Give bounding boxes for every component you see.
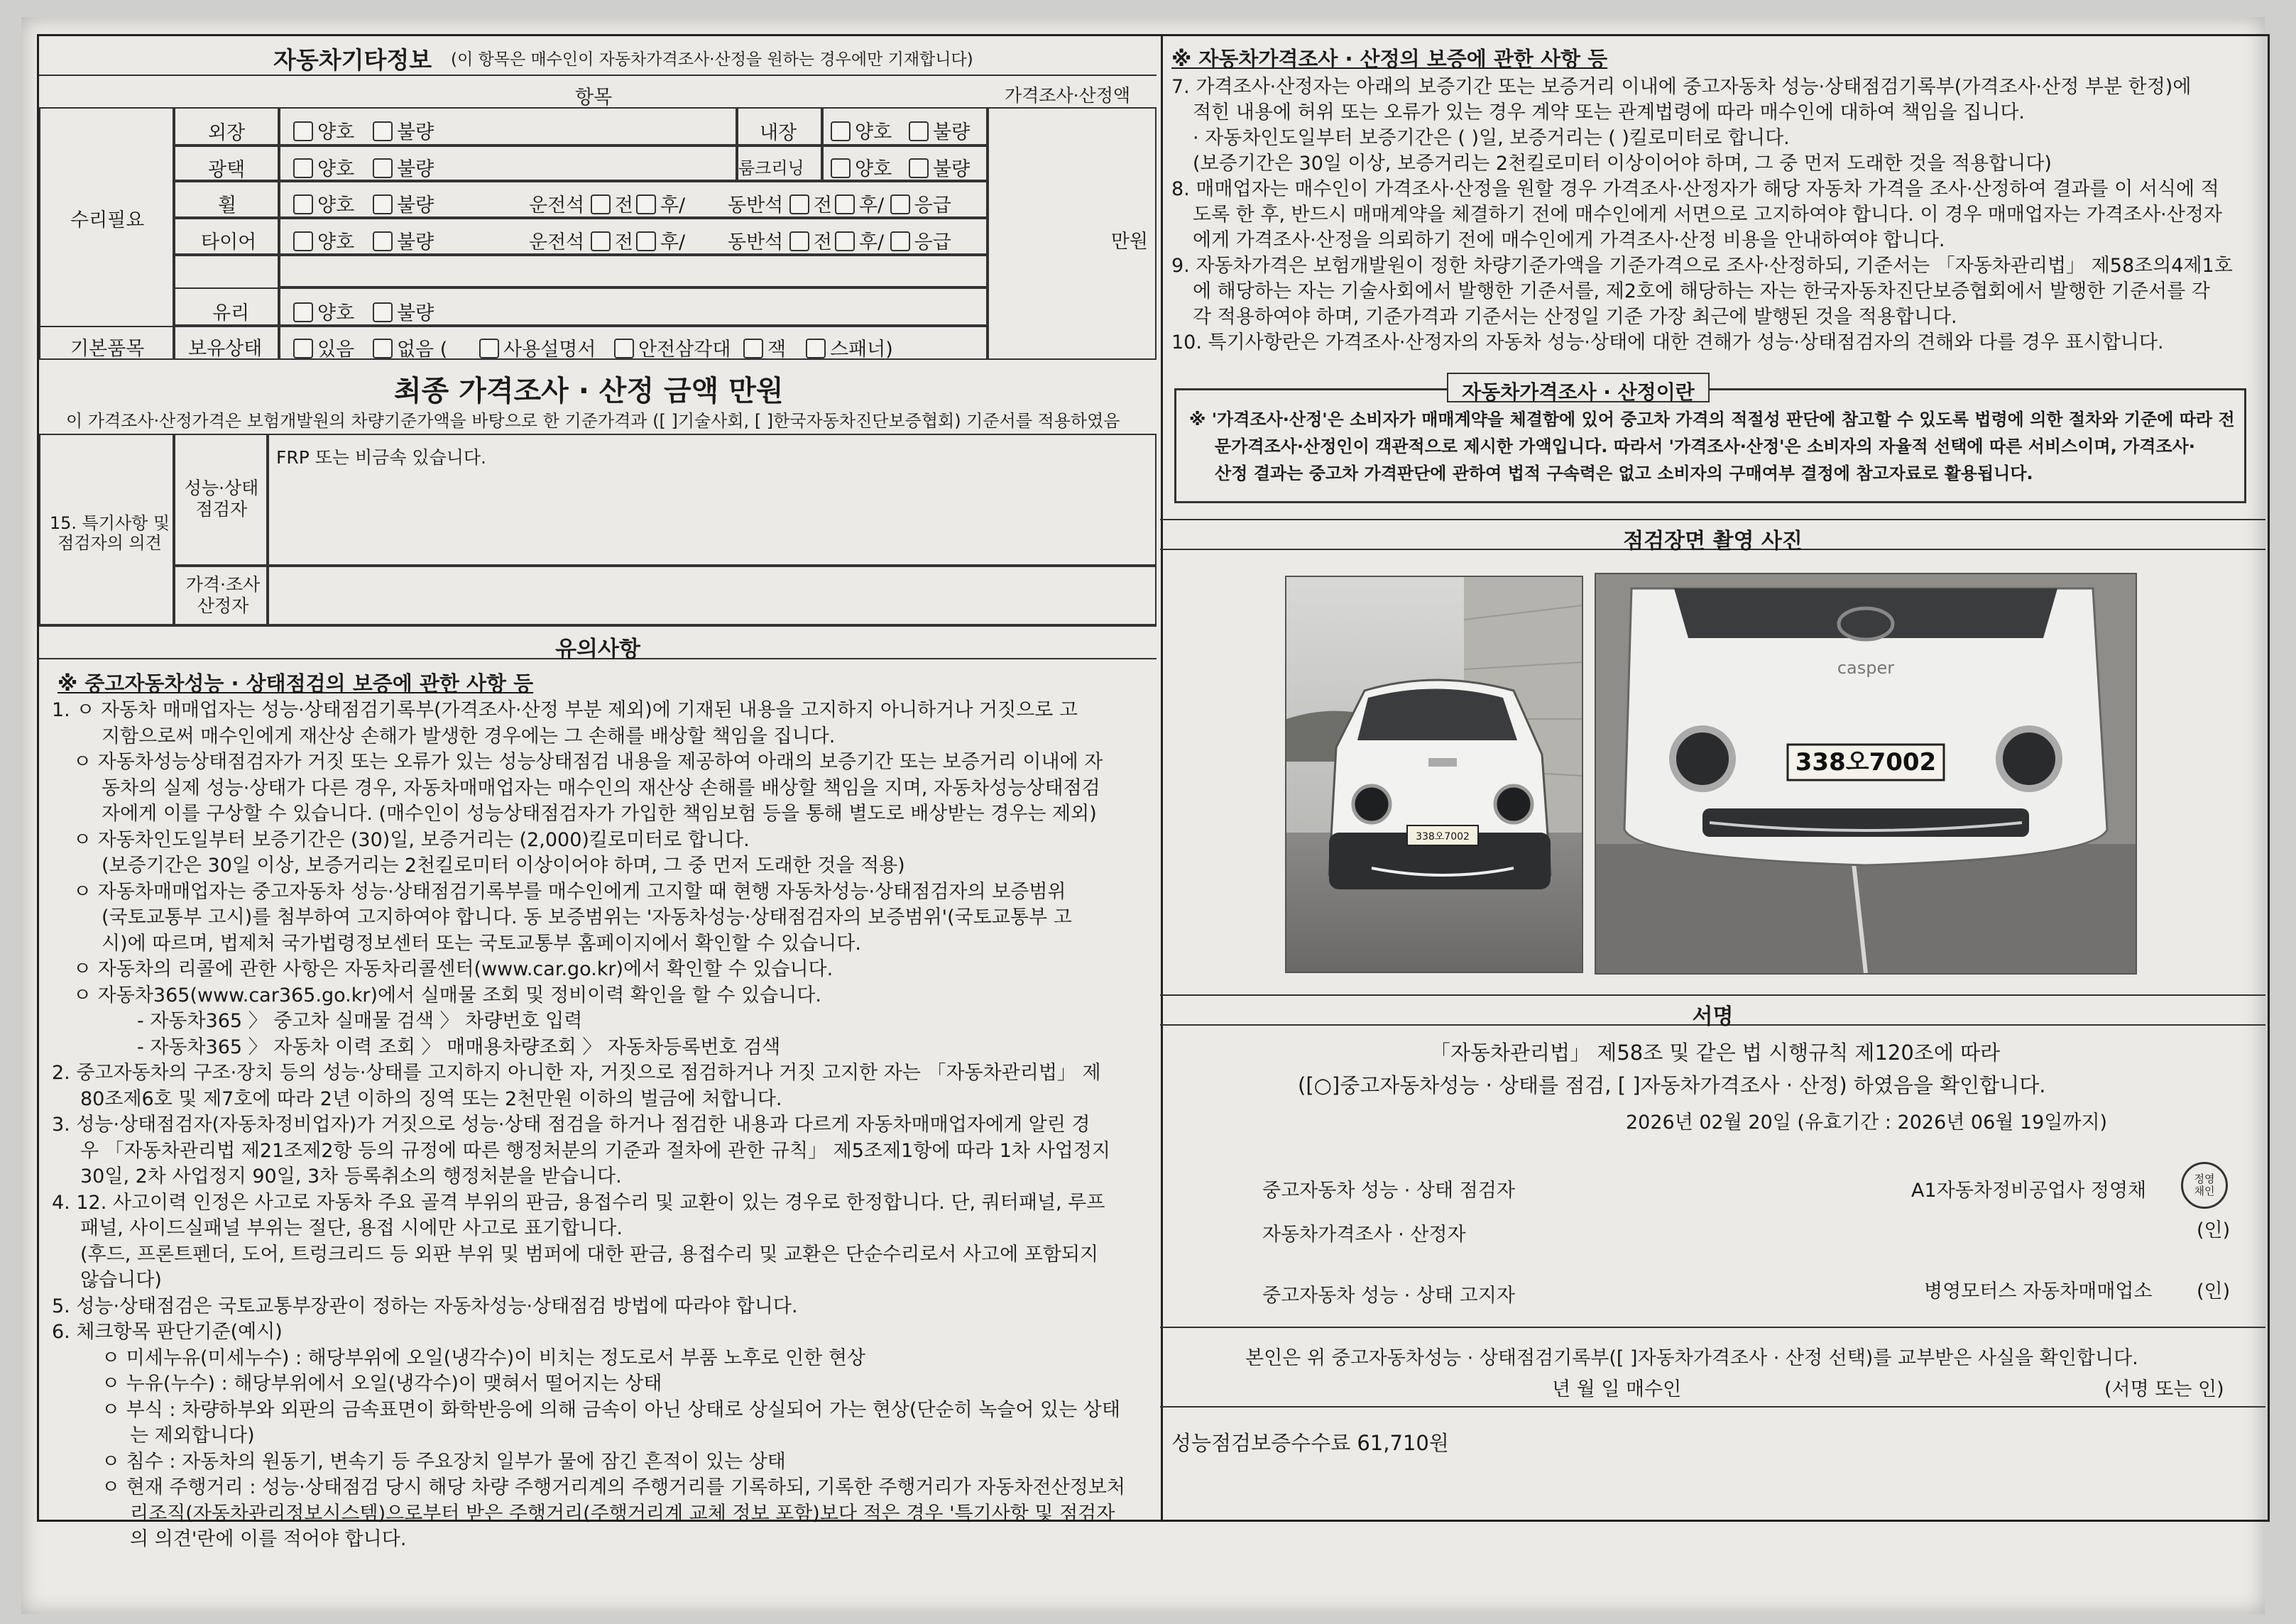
option-good: 양호 — [317, 302, 355, 324]
checkbox[interactable] — [835, 194, 855, 214]
checkbox[interactable] — [373, 231, 393, 251]
notice-line: ㅇ 누유(누수) : 해당부위에서 오일(냉각수)이 맺혀서 떨어지는 상태 — [102, 1373, 662, 1395]
triangle-label: 안전삼각대 — [638, 339, 731, 361]
sign-date: 2026년 02월 20일 (유효기간 : 2026년 06월 19일까지) — [1626, 1112, 2108, 1134]
about-title-box — [1447, 373, 1710, 402]
checkbox[interactable] — [614, 339, 634, 358]
option-bad: 불량 — [933, 121, 971, 143]
receipt-line: 본인은 위 중고자동차성능 · 상태점검기록부([ ]자동차가격조사 · 산정 선택)를 교부받은 사실을 확인합니다. — [1245, 1347, 2138, 1369]
rear-label: 후/ — [660, 231, 686, 253]
emergency-label: 응급 — [914, 231, 951, 253]
about-line: ※ '가격조사·산정'은 소비자가 매매계약을 체결함에 있어 중고차 가격의 적절성 판단에 참고할 수 있도록 법령에 의한 절차와 기준에 따라 전 — [1189, 410, 2235, 429]
notice-line: 동차의 실제 성능·상태가 다른 경우, 자동차매매업자는 매수인의 재산상 손해를 배상할 책임을 지며, 자동차성능상태점검 — [102, 777, 1100, 799]
row-name-cell — [174, 146, 279, 181]
notice-line: 의 의견'란에 이를 적어야 합니다. — [130, 1528, 407, 1550]
price-note-line: 9. 자동차가격은 보험개발원이 정한 차량기준가액을 기준가격으로 조사·산정하되, 기준서는 「자동차관리법」 제58조의4제1호 — [1171, 255, 2233, 277]
row-name: 유리 — [212, 302, 250, 324]
special-label: 15. 특기사항 및 점검자의 의견 — [49, 513, 170, 553]
inspection-photo-front — [1595, 573, 2137, 975]
about-box — [1174, 388, 2246, 503]
notice-line: 3. 성능·상태점검자(자동차정비업자)가 거짓으로 성능·상태 점검을 하거나 점검한 내용과 다르게 자동차매매업자에게 알린 경 — [52, 1114, 1090, 1136]
notice-line: 는 제외합니다) — [130, 1425, 255, 1447]
checkbox[interactable] — [890, 194, 910, 214]
repair-label-cell — [39, 107, 174, 327]
appraiser-seal: (인) — [2197, 1219, 2231, 1241]
notice-line: ㅇ 자동차의 리콜에 관한 사항은 자동차리콜센터(www.car.go.kr)에서 확인할 수 있습니다. — [73, 958, 833, 980]
checkbox[interactable] — [373, 158, 393, 178]
option-good: 양호 — [855, 158, 892, 180]
checkbox[interactable] — [890, 231, 910, 251]
option-bad: 불량 — [397, 302, 434, 324]
option-good: 양호 — [317, 194, 355, 216]
checkbox[interactable] — [831, 158, 851, 178]
divider — [1160, 1406, 2265, 1408]
row-options-cell — [279, 107, 737, 146]
checkbox[interactable] — [806, 339, 826, 358]
price-note-line: (보증기간은 30일 이상, 보증거리는 2천킬로미터 이상이어야 하며, 그 중 먼저 도래한 것을 적용합니다) — [1193, 153, 2052, 175]
row-name-cell — [174, 181, 279, 218]
option-good: 양호 — [317, 121, 355, 143]
notice-line: 2. 중고자동차의 구조·장치 등의 성능·상태를 고지하지 아니한 자, 거짓으로 점검하거나 거짓 고지한 자는 「자동차관리법」 제 — [52, 1062, 1101, 1084]
rear-label: 후/ — [858, 231, 885, 253]
notice-line: 5. 성능·상태점검은 국토교통부장관이 정하는 자동차성능·상태점검 방법에 따라야 합니다. — [52, 1295, 798, 1317]
appraiser-label-cell — [174, 566, 268, 625]
notice-subtitle: ※ 중고자동차성능 · 상태점검의 보증에 관한 사항 등 — [58, 671, 534, 696]
row-options2-cell — [822, 107, 988, 146]
checkbox[interactable] — [293, 302, 313, 322]
inspector-opinion: FRP 또는 비금속 있습니다. — [276, 447, 486, 468]
option-bad: 불량 — [933, 158, 971, 180]
price-note-line: 도록 한 후, 반드시 매매계약을 체결하기 전에 매수인에게 서면으로 고지하여야 합니다. 이 경우 매매업자는 가격조사·산정자 — [1193, 204, 2223, 226]
checkbox[interactable] — [835, 231, 855, 251]
driver-seat-label: 운전석 — [529, 231, 585, 253]
inspection-photo-front-left — [1285, 576, 1583, 973]
price-note-line: 에 해당하는 자는 기술사회에서 발행한 기준서를, 제2호에 해당하는 자는 한국자동차진단보증협회에서 발행한 기준서를 각 — [1193, 280, 2210, 302]
checkbox[interactable] — [373, 121, 393, 141]
checkbox[interactable] — [591, 231, 611, 251]
sign-line-1: 「자동차관리법」 제58조 및 같은 법 시행규칙 제120조에 따라 — [1430, 1041, 2001, 1065]
price-note-line: 에게 가격조사·산정을 의뢰하기 전에 매수인에게 가격조사·산정 비용을 안내하여야 합니다. — [1193, 229, 1945, 251]
row-name2: 내장 — [760, 122, 797, 144]
notice-line: ㅇ 부식 : 차량하부와 외판의 금속표면이 화학반응에 의해 금속이 아닌 상태로 상실되어 가는 현상(단순히 녹슬어 있는 상태 — [102, 1398, 1120, 1421]
section-title: 자동차기타정보 — [273, 46, 432, 74]
car-photo-2 — [1596, 574, 2136, 973]
row-options2-cell — [822, 146, 988, 181]
passenger-seat-label: 동반석 — [728, 194, 784, 216]
front-label: 전 — [813, 194, 832, 216]
checkbox[interactable] — [373, 339, 393, 358]
front-plate-text: 338오7002 — [1416, 831, 1470, 843]
checkbox[interactable] — [479, 339, 499, 358]
inspector-stamp — [2181, 1162, 2228, 1209]
photo-title-bar — [1160, 519, 2265, 554]
sign-title: 서명 — [1692, 1004, 1734, 1029]
basic-options-cell — [279, 326, 988, 360]
checkbox[interactable] — [909, 121, 929, 141]
notice-line: (보증기간은 30일 이상, 보증거리는 2천킬로미터 이상이어야 하며, 그 중 먼저 도래한 것을 적용) — [102, 855, 905, 877]
manual-label: 사용설명서 — [503, 339, 596, 361]
receipt-date-line: 년 월 일 매수인 — [1552, 1378, 1682, 1400]
notice-line: ㅇ 자동차인도일부터 보증기간은 (30)일, 보증거리는 (2,000)킬로미터로 합니다. — [73, 828, 750, 851]
row-options-cell — [279, 218, 988, 255]
basic-label-cell — [39, 326, 174, 360]
checkbox[interactable] — [293, 194, 313, 214]
notice-line: ㅇ 현재 주행거리 : 성능·상태점검 당시 해당 차량 주행거리계의 주행거리를 기록하되, 기록한 주행거리가 자동차전산정보처 — [102, 1476, 1125, 1498]
option-good: 양호 — [317, 231, 355, 253]
col-price-header: 가격조사·산정액 — [1005, 85, 1130, 106]
won-label: 만원 — [1110, 231, 1148, 253]
title-bar — [39, 36, 1157, 76]
row-name2-cell — [737, 107, 822, 146]
appraiser-label: 가격·조사 산정자 — [185, 574, 261, 616]
row-name: 광택 — [208, 159, 246, 181]
inspector-role: 중고자동차 성능 · 상태 점검자 — [1262, 1180, 1515, 1202]
option-bad: 불량 — [397, 121, 434, 143]
checkbox[interactable] — [636, 194, 656, 214]
jack-label: 잭 — [767, 339, 787, 361]
price-guarantee-list — [1171, 75, 2251, 356]
row-options-cell — [279, 181, 988, 218]
row-name-cell — [174, 218, 279, 255]
notice-line: ㅇ 자동차매매업자는 중고자동차 성능·상태점검기록부를 매수인에게 고지할 때 현행 자동차성능·상태점검자의 보증범위 — [73, 880, 1066, 903]
row-name: 외장 — [208, 122, 246, 144]
final-price-note: 이 가격조사·산정가격은 보험개발원의 차량기준가액을 바탕으로 한 기준가격과 ([ ]기술사회, [ ]한국자동차진단보증협회) 기준서를 적용하였음 — [66, 411, 1120, 431]
notice-line: 시)에 따르며, 법제처 국가법령정보센터 또는 국토교통부 홈페이지에서 확인할 수 있습니다. — [102, 932, 861, 955]
section-title-note: (이 항목은 매수인이 자동차가격조사·산정을 원하는 경우에만 기재합니다) — [451, 50, 973, 69]
about-text — [1189, 406, 2235, 487]
price-note-line: 각 적용하여야 하며, 기준가격과 기준서는 산정일 기준 가장 최근에 발행된 것을 적용합니다. — [1193, 306, 1957, 328]
front-label: 전 — [614, 231, 633, 253]
front-label: 전 — [614, 194, 633, 216]
inspector-label: 성능·상태 점검자 — [184, 478, 259, 520]
row-name-cell — [174, 287, 279, 326]
notice-line: 30일, 2차 사업정지 90일, 3차 등록취소의 행정처분을 받습니다. — [80, 1165, 622, 1187]
row-name-cell — [174, 326, 279, 360]
notice-line: 4. 12. 사고이력 인정은 사고로 자동차 주요 골격 부위의 판금, 용접수리 및 교환이 있는 경우로 한정합니다. 단, 쿼터패널, 루프 — [52, 1191, 1105, 1214]
price-note-line: 적힌 내용에 허위 또는 오류가 있는 경우 계약 또는 관계법령에 따라 매수인에 대하여 책임을 집니다. — [1193, 102, 2026, 124]
right-panel — [1160, 34, 2270, 1522]
repair-label: 수리필요 — [70, 209, 145, 231]
notice-line: 우 「자동차관리법 제21조제2항 등의 규정에 따른 행정처분의 기준과 절차에 관한 규칙」 제5조제1항에 따라 1차 사업정지 — [80, 1139, 1110, 1162]
price-guarantee-subtitle: ※ 자동차가격조사 · 산정의 보증에 관한 사항 등 — [1171, 47, 1608, 71]
notice-line: 패널, 사이드실패널 부위는 절단, 용접 시에만 사고로 표기합니다. — [80, 1217, 623, 1239]
basic-label: 기본품목 — [70, 338, 145, 360]
checkbox[interactable] — [373, 302, 393, 322]
price-cell — [988, 107, 1157, 360]
driver-seat-label: 운전석 — [529, 194, 585, 216]
car-body — [1329, 680, 1551, 889]
emergency-label: 응급 — [914, 194, 951, 216]
inspector-name: A1자동차정비공업사 정영채 — [1911, 1180, 2147, 1202]
checkbox[interactable] — [743, 339, 763, 358]
price-note-line: 8. 매매업자는 매수인이 가격조사·산정을 원할 경우 가격조사·산정자가 해당 자동차 가격을 조사·산정하여 결과를 이 서식에 적 — [1171, 178, 2219, 200]
row-name2-cell — [737, 146, 822, 181]
checkbox[interactable] — [789, 194, 809, 214]
option-bad: 불량 — [397, 158, 434, 180]
appraiser-opinion-cell — [268, 566, 1157, 625]
inspector-opinion-cell — [268, 434, 1157, 566]
passenger-seat-label: 동반석 — [728, 231, 784, 253]
row-name-cell — [174, 107, 279, 146]
final-price: 최종 가격조사 · 산정 금액 만원 — [394, 375, 784, 407]
notice-line: 리조직(자동차관리정보시스템)으로부터 받은 주행거리(주행거리계 교체 정보 포함)보다 적은 경우 '특기사항 및 점검자 — [130, 1502, 1115, 1525]
appraiser-role: 자동차가격조사 · 산정자 — [1262, 1224, 1466, 1246]
checkbox[interactable] — [293, 121, 313, 141]
sign-line-2: ([○]중고자동차성능 · 상태를 점검, [ ]자동차가격조사 · 산정) 하였음을 확인합니다. — [1298, 1073, 2046, 1097]
checkbox[interactable] — [831, 121, 851, 141]
car-body-2 — [1624, 588, 2107, 865]
row-name: 타이어 — [201, 231, 257, 253]
row-name: 보유상태 — [188, 338, 263, 360]
special-label-cell — [39, 434, 174, 625]
notice-line: 6. 체크항목 판단기준(예시) — [52, 1321, 283, 1343]
fee-line: 성능점검보증수수료 61,710원 — [1171, 1431, 1449, 1455]
stamp-text: 정영채인 — [2194, 1173, 2215, 1197]
row-options-cell — [279, 287, 988, 326]
checkbox[interactable] — [293, 231, 313, 251]
price-note-line: · 자동차인도일부터 보증기간은 ( )일, 보증거리는 ( )킬로미터로 합니다. — [1193, 127, 1790, 149]
checkbox[interactable] — [789, 231, 809, 251]
notice-line: 80조제6호 및 제7호에 따라 2년 이하의 징역 또는 2천만원 이하의 벌금에 처합니다. — [80, 1087, 782, 1110]
option-good: 양호 — [317, 158, 355, 180]
spanner-label: 스패너) — [830, 339, 893, 361]
sign-title-bar — [1160, 994, 2265, 1029]
left-panel — [37, 34, 1163, 1550]
notice-line: 1. ㅇ 자동차 매매업자는 성능·상태점검기록부(가격조사·산정 부분 제외)에 기재된 내용을 고지하지 아니하거나 거짓으로 고 — [52, 699, 1078, 721]
checkbox[interactable] — [909, 158, 929, 178]
front-label: 전 — [813, 231, 832, 253]
option-have: 있음 — [317, 339, 355, 361]
notice-line: 자에게 이를 구상할 수 있습니다. (매수인이 성능상태점검자가 가입한 책임보험 등을 통해 별도로 배상받는 경우는 제외) — [102, 803, 1097, 825]
notice-list — [52, 698, 1145, 1553]
divider — [1160, 1327, 2265, 1328]
license-plate-text: 338오7002 — [1795, 748, 1937, 777]
checkbox[interactable] — [293, 339, 313, 358]
notice-line: ㅇ 자동차365(www.car365.go.kr)에서 실매물 조회 및 정비이력 확인을 할 수 있습니다. — [73, 984, 821, 1006]
rear-label: 후/ — [660, 194, 686, 216]
option-bad: 불량 — [397, 194, 434, 216]
about-line: 문가격조사·산정인이 객관적으로 제시한 가액입니다. 따라서 '가격조사·산정'은 소비자의 자율적 선택에 따른 서비스이며, 가격조사· — [1215, 437, 2195, 456]
notice-line: ㅇ 침수 : 자동차의 원동기, 변속기 등 주요장치 일부가 물에 잠긴 흔적이 있는 상태 — [102, 1450, 786, 1473]
checkbox[interactable] — [373, 194, 393, 214]
notice-line: 지함으로써 매수인에게 재산상 손해가 발생한 경우에는 그 손해를 배상할 책임을 집니다. — [102, 725, 836, 747]
notice-line: - 자동차365 〉 자동차 이력 조회 〉 매매용차량조회 〉 자동차등록번호 검색 — [137, 1036, 781, 1058]
sign-or-seal: (서명 또는 인) — [2104, 1378, 2224, 1400]
notifier-name: 병영모터스 자동차매매업소 — [1924, 1280, 2153, 1302]
option-bad: 불량 — [397, 231, 434, 253]
option-good: 양호 — [855, 121, 892, 143]
document-paper — [21, 17, 2265, 1614]
photo-title: 점검장면 촬영 사진 — [1623, 529, 1803, 554]
about-line: 산정 결과는 중고차 가격판단에 관하여 법적 구속력은 없고 소비자의 구매여부 결정에 참고자료로 활용됩니다. — [1215, 463, 2033, 483]
row-name: 휠 — [218, 194, 237, 216]
notice-line: ㅇ 미세누유(미세누수) : 해당부위에 오일(냉각수)이 비치는 정도로서 부품 노후로 인한 현상 — [102, 1346, 866, 1369]
row-name2: 룸크리닝 — [738, 158, 804, 178]
price-note-line: 10. 특기사항란은 가격조사·산정자의 자동차 성능·상태에 대한 견해가 성능·상태점검자의 견해와 다를 경우 표시합니다. — [1171, 331, 2164, 353]
option-none: 없음 ( — [397, 339, 448, 361]
notice-line: 않습니다) — [80, 1269, 162, 1291]
notice-line: ㅇ 자동차성능상태점검자가 거짓 또는 오류가 있는 성능상태점검 내용을 제공하여 아래의 보증기간 또는 보증거리 이내에 자 — [73, 751, 1103, 773]
notice-title: 유의사항 — [555, 637, 640, 662]
brand-text: casper — [1837, 658, 1895, 678]
rear-label: 후/ — [858, 194, 885, 216]
col-item-header: 항목 — [575, 87, 613, 109]
checkbox[interactable] — [636, 231, 656, 251]
car-photo-1 — [1286, 577, 1582, 972]
inspector-label-cell — [174, 434, 268, 566]
notice-bar — [39, 625, 1157, 662]
checkbox[interactable] — [293, 158, 313, 178]
price-note-line: 7. 가격조사·산정자는 아래의 보증기간 또는 보증거리 이내에 중고자동차 성능·상태점검기록부(가격조사·산정 부분 한정)에 — [1171, 76, 2192, 98]
notice-line: - 자동차365 〉 중고차 실매물 검색 〉 차량번호 입력 — [137, 1010, 583, 1032]
checkbox[interactable] — [591, 194, 611, 214]
notice-line: (후드, 프론트펜더, 도어, 트렁크리드 등 외판 부위 및 범퍼에 대한 판금, 용접수리 및 교환은 단순수리로서 사고에 포함되지 — [80, 1243, 1099, 1266]
notice-line: (국토교통부 고시)를 첨부하여 고지하여야 합니다. 동 보증범위는 '자동차성능·상태점검자의 보증범위'(국토교통부 고 — [102, 906, 1072, 928]
row-blank-cell — [279, 255, 988, 287]
notifier-seal: (인) — [2197, 1280, 2231, 1302]
about-title: 자동차가격조사 · 산정이란 — [1462, 380, 1695, 404]
notifier-role: 중고자동차 성능 · 상태 고지자 — [1262, 1285, 1515, 1307]
row-options-cell — [279, 146, 737, 181]
